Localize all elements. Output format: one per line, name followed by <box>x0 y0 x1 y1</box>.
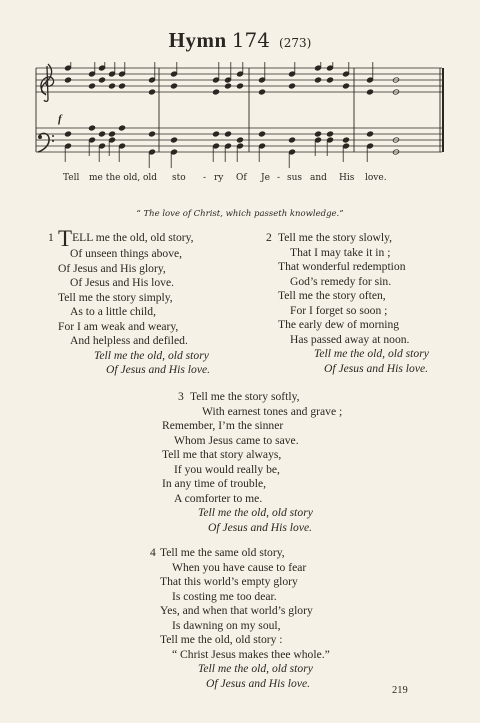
note-head <box>148 89 155 95</box>
verse-line: Remember, I’m the sinner <box>162 419 284 433</box>
verse-1 <box>48 226 211 378</box>
lyric-syllable: me the old, <box>89 173 141 183</box>
lyric-syllable: His <box>339 173 355 183</box>
verse-line: Is dawning on my soul, <box>172 618 281 632</box>
hymn-original-number: (273) <box>279 36 312 50</box>
lyric-syllable: - <box>203 173 207 183</box>
lyric-syllable: ry <box>214 173 224 183</box>
note-head <box>98 77 105 83</box>
lyric-syllable: old <box>143 173 158 183</box>
lyric-syllable: sus <box>287 173 303 183</box>
hymn-title-word: Hymn <box>168 28 227 52</box>
note-head <box>314 77 321 83</box>
refrain-line: Tell me the old, old story <box>314 347 429 361</box>
verse-line: Tell me the story slowly, <box>278 231 393 244</box>
verse-line: Tell me the story softly, <box>190 390 300 403</box>
note-head <box>108 83 115 89</box>
verse-line: A comforter to me. <box>174 491 263 505</box>
note-head <box>314 131 321 137</box>
verse-line: Tell me that story always, <box>162 448 282 462</box>
verse-line: For I am weak and weary, <box>58 319 179 333</box>
note-head <box>366 89 373 95</box>
verse-line: Tell me the story often, <box>278 289 386 303</box>
lyric-syllable: Je <box>261 173 270 183</box>
lyric-syllable: Of <box>236 173 247 183</box>
note-head <box>118 83 125 89</box>
verse-line: That wonderful redemption <box>278 260 406 274</box>
refrain-line: Of Jesus and His love. <box>208 520 313 534</box>
verse-line: Tell me the story simply, <box>58 290 173 304</box>
refrain-line: Of Jesus and His love. <box>206 676 311 690</box>
verse-line: God’s remedy for sin. <box>290 274 392 288</box>
note-head <box>108 131 115 137</box>
note-head <box>326 77 333 83</box>
verse-line: That I may take it in ; <box>290 245 391 259</box>
verse-line: Of Jesus and His glory, <box>58 261 166 275</box>
treble-clef-icon <box>41 64 54 101</box>
music-lyrics <box>0 173 480 187</box>
hymn-number: 174 <box>231 28 270 52</box>
lyric-syllable: sto <box>172 173 186 183</box>
verse-2 <box>266 231 429 376</box>
verse-line: As to a little child, <box>70 305 156 319</box>
verse-number: 3 <box>178 390 184 403</box>
bass-clef-icon <box>38 133 54 152</box>
verse-3 <box>150 390 342 535</box>
verse-number: 2 <box>266 231 272 244</box>
verse-line: Is costing me too dear. <box>172 589 277 603</box>
lyric-syllable: and <box>310 173 327 183</box>
note-head <box>288 137 295 143</box>
note-head <box>118 125 125 131</box>
verse-line: Tell me the old, old story : <box>160 633 283 647</box>
note-head <box>258 89 265 95</box>
lyric-syllable: love. <box>365 173 387 183</box>
refrain-line: Of Jesus and His love. <box>324 361 429 375</box>
note-head <box>148 131 155 137</box>
epigraph: “ The love of Christ, which passeth knowledge.” <box>136 209 344 219</box>
note-heads <box>64 65 399 155</box>
verse-number: 1 <box>48 231 54 244</box>
page-number: 219 <box>392 685 408 696</box>
note-head <box>88 125 95 131</box>
verse-line: Has passed away at noon. <box>290 332 410 346</box>
note-head <box>212 131 219 137</box>
note-head <box>236 137 243 143</box>
lyric-syllable: - <box>277 173 281 183</box>
verse-line: In any time of trouble, <box>162 477 266 491</box>
verse-line: Tell me the same old story, <box>160 546 285 559</box>
drop-cap: T <box>58 226 73 251</box>
note-head <box>224 131 231 137</box>
note-head <box>170 137 177 143</box>
verse-line: The early dew of morning <box>278 318 400 332</box>
verse-line: Of Jesus and His love. <box>70 276 175 290</box>
note-head <box>64 77 71 83</box>
verse-line: Yes, and when that world’s glory <box>160 604 313 618</box>
verse-number: 4 <box>150 546 156 559</box>
verse-line: Of unseen things above, <box>70 247 183 260</box>
refrain-line: Of Jesus and His love. <box>106 363 211 377</box>
dynamic-marking: f <box>58 113 62 125</box>
note-head <box>288 83 295 89</box>
music-score <box>34 62 444 170</box>
note-head <box>236 83 243 89</box>
note-head <box>366 131 373 137</box>
verse-line: With earnest tones and grave ; <box>202 404 343 418</box>
verse-line: “ Christ Jesus makes thee whole.” <box>172 647 330 661</box>
verse-line: For I forget so soon ; <box>290 303 388 317</box>
verse-line: When you have cause to fear <box>172 560 307 574</box>
refrain-line: Tell me the old, old story <box>94 348 209 362</box>
note-head <box>342 83 349 89</box>
verse-line: And helpless and defiled. <box>70 334 188 348</box>
refrain-line: Tell me the old, old story <box>198 506 313 520</box>
note-head <box>258 131 265 137</box>
note-head <box>88 83 95 89</box>
verse-line: TELL me the old, old story, <box>58 226 194 251</box>
note-head <box>64 131 71 137</box>
note-head <box>212 89 219 95</box>
verse-4 <box>150 546 330 691</box>
note-head <box>98 131 105 137</box>
note-head <box>342 137 349 143</box>
verse-line: Whom Jesus came to save. <box>174 433 299 447</box>
note-head <box>224 83 231 89</box>
note-head <box>326 131 333 137</box>
verse-line: That this world’s empty glory <box>160 575 298 589</box>
verse-line: If you would really be, <box>174 462 280 476</box>
note-head <box>170 83 177 89</box>
hymn-title <box>0 28 480 53</box>
lyric-syllable: Tell <box>63 173 80 183</box>
refrain-line: Tell me the old, old story <box>198 662 313 676</box>
